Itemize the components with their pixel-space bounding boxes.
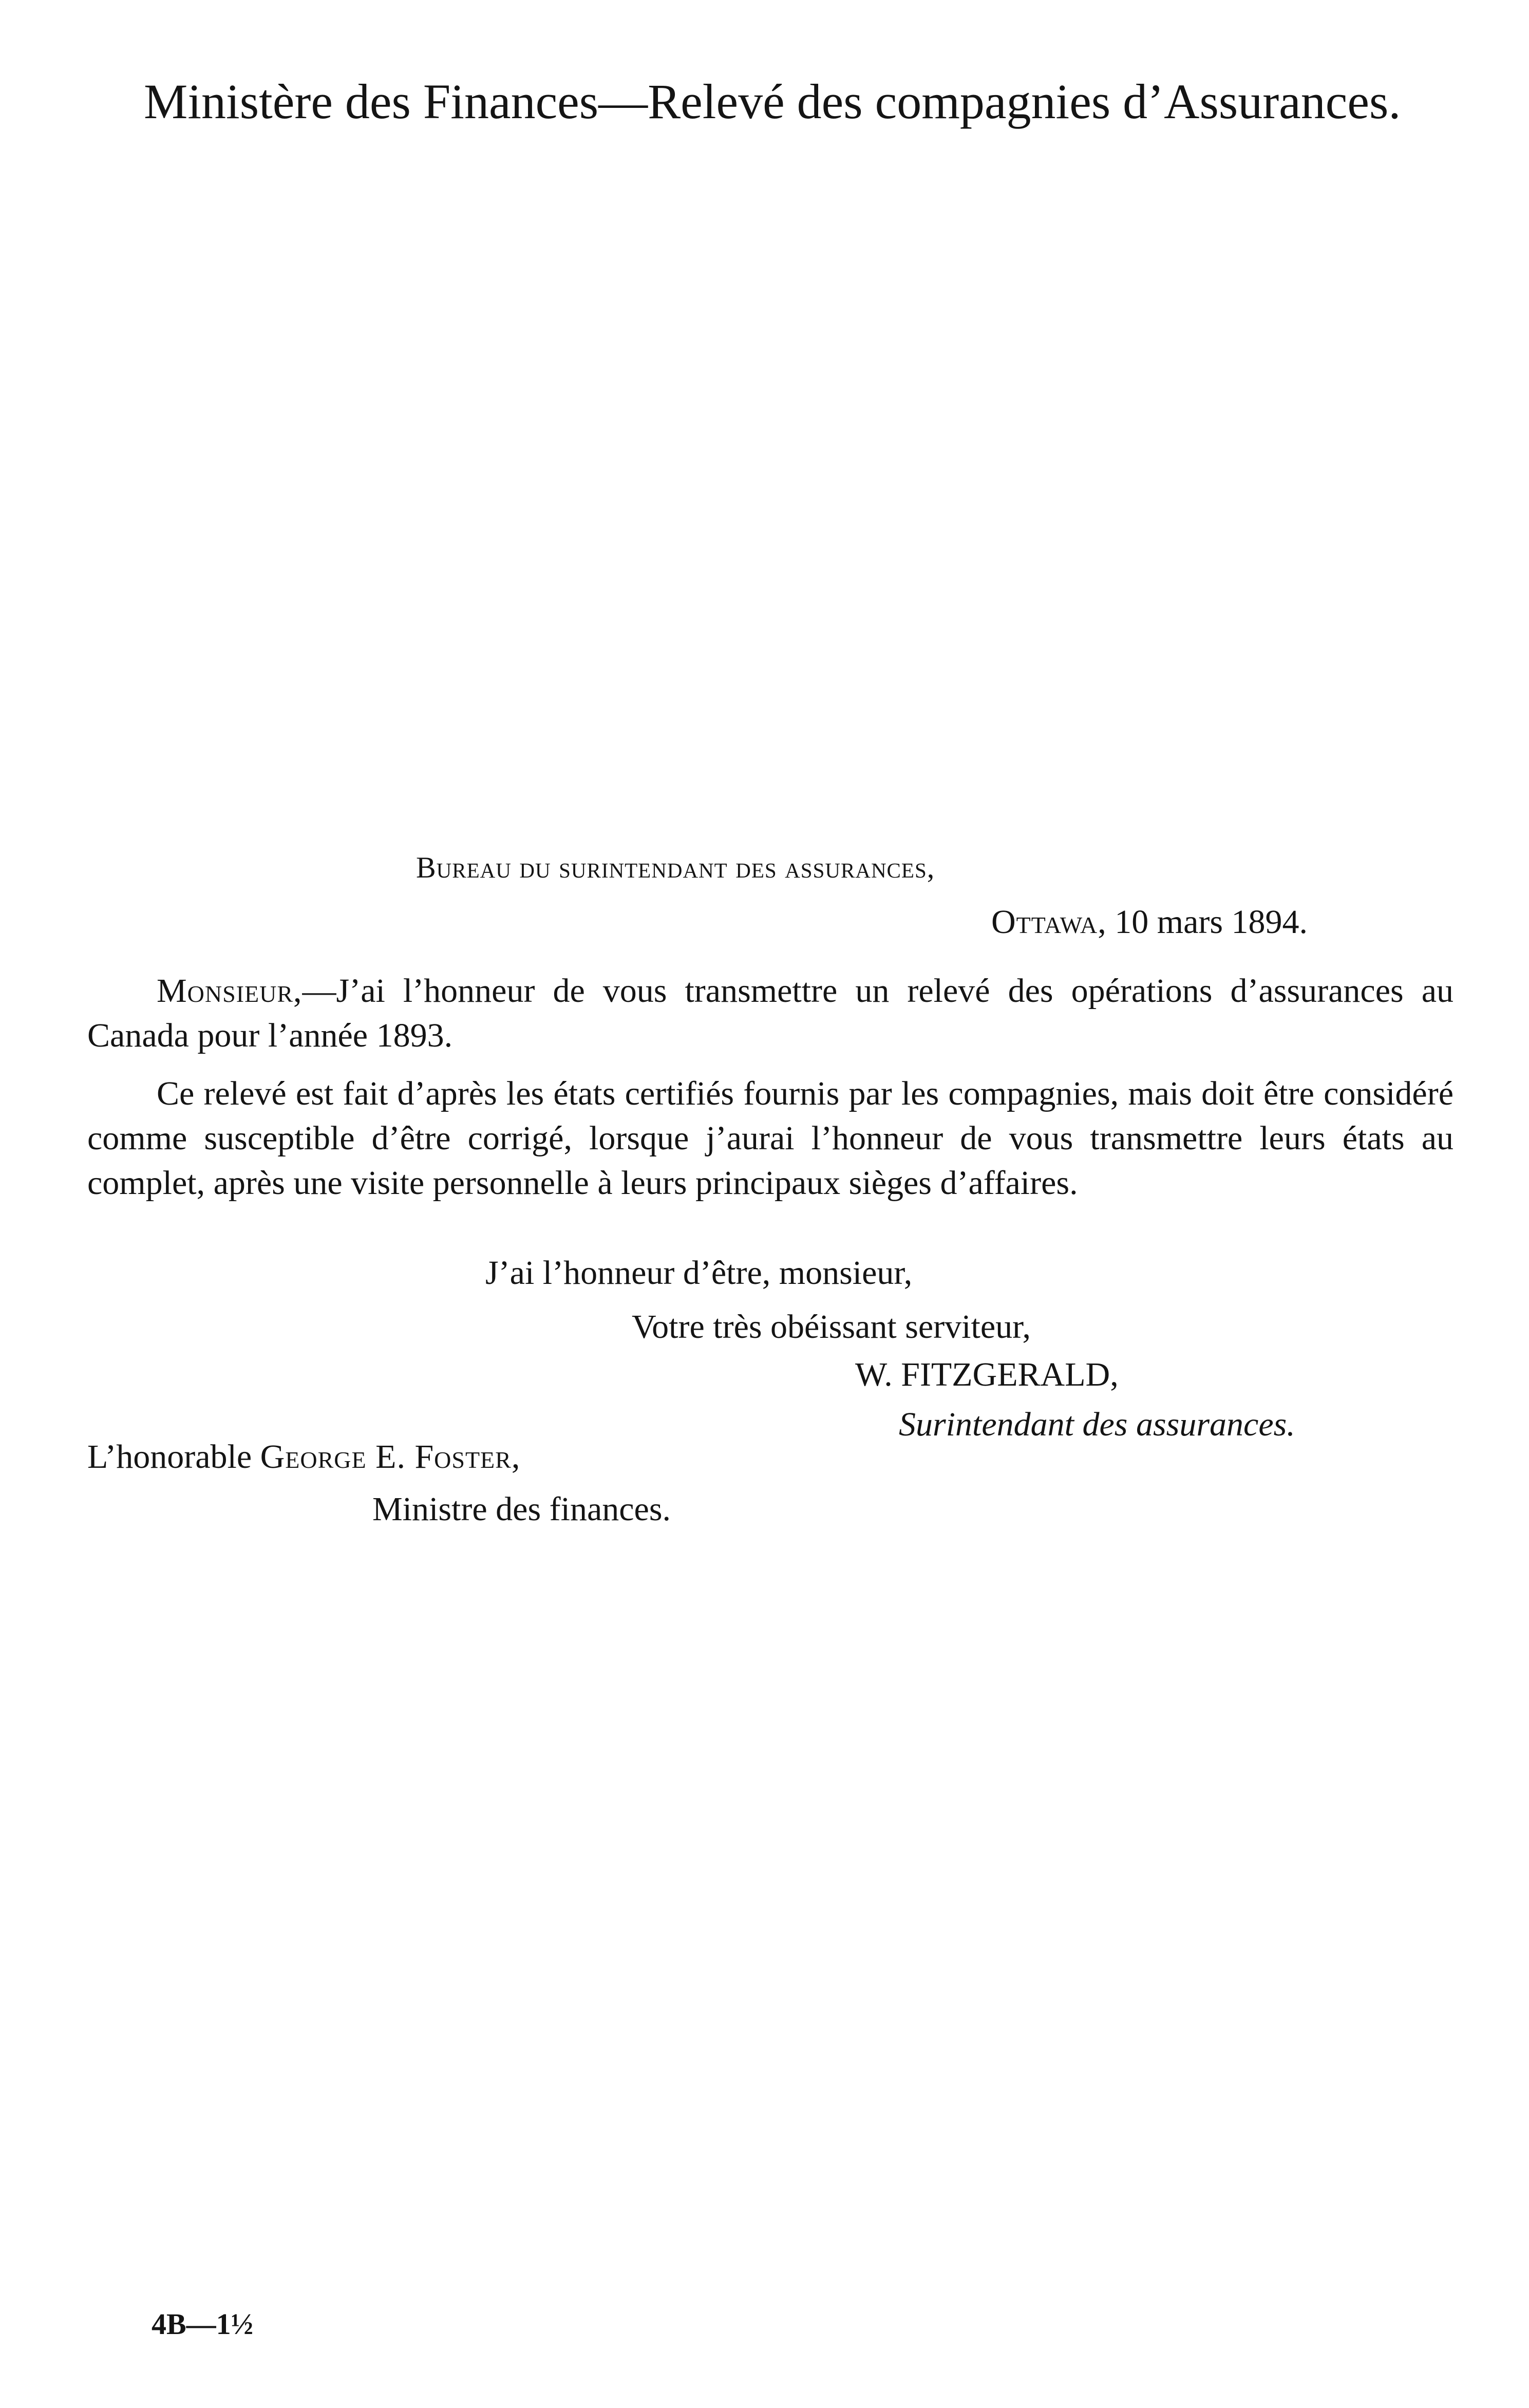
signature-title: Surintendant des assurances. <box>899 1406 1295 1443</box>
servant-line: Votre très obéissant serviteur, <box>632 1308 1031 1346</box>
dateline-place: Ottawa <box>991 903 1098 941</box>
bureau-heading: Bureau du surintendant des assurances, <box>416 851 935 884</box>
dateline <box>991 905 1308 939</box>
page-title: Ministère des Finances—Relevé des compagnies d’Assurances. <box>144 74 1401 129</box>
letter-paragraph-2: Ce relevé est fait d’après les états certifiés fournis par les compagnies, mais doit être considéré comme susceptible d’être corrigé, lorsque j’aurai l’honneur de vous transmettre leurs états au complet, après une visite personnelle à leurs principaux sièges d’affaires. <box>87 1075 1454 1202</box>
addressee-title: Ministre des finances. <box>372 1490 671 1528</box>
addressee-name: George E. Foster <box>260 1438 512 1476</box>
signature-name: W. FITZGERALD, <box>855 1356 1119 1393</box>
addressee <box>87 1440 520 1474</box>
letter-paragraph-1 <box>87 968 1454 1058</box>
salutation: Monsieur, <box>157 972 303 1010</box>
paragraph-1-text: —J’ai l’honneur de vous transmettre un relevé des opérations d’assurances au Canada pour l’année 1893. <box>87 972 1454 1054</box>
folio-mark: 4B—1½ <box>152 2307 254 2341</box>
closing-line: J’ai l’honneur d’être, monsieur, <box>485 1254 913 1292</box>
addressee-prefix: L’honorable <box>87 1438 260 1476</box>
addressee-suffix: , <box>511 1438 520 1476</box>
dateline-date: , 10 mars 1894. <box>1098 903 1308 941</box>
